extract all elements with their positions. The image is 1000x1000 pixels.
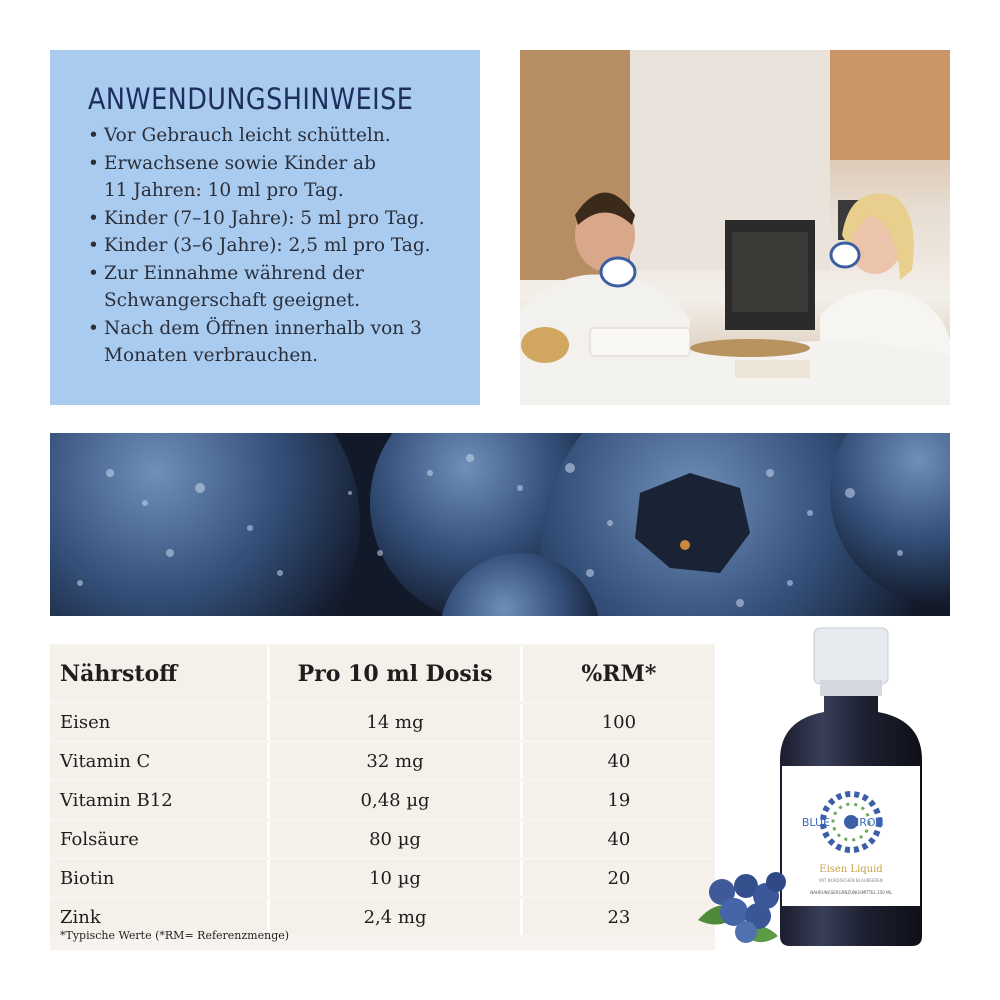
instruction-item: • Nach dem Öffnen innerhalb von 3 Monaten verbrauchen. <box>88 315 424 370</box>
couple-photo <box>520 50 950 405</box>
book <box>735 360 810 378</box>
cell-rm: 19 <box>523 782 715 818</box>
header-dosis: Pro 10 ml Dosis <box>270 647 522 701</box>
nutrition-table-container <box>50 644 715 950</box>
blueberries-decoration <box>698 872 786 943</box>
instruction-item: • Zur Einnahme während der Schwangerschaft geeignet. <box>88 260 404 315</box>
bottle-cap-ring <box>820 680 882 696</box>
header-naehrstoff: Nährstoff <box>50 647 270 701</box>
table-header-row <box>50 647 715 701</box>
cell-rm: 100 <box>523 704 715 740</box>
bottle-label <box>782 766 920 906</box>
cell-nutrient: Folsäure <box>50 821 270 857</box>
bottle-illustration <box>680 620 980 960</box>
mug-man <box>601 258 635 286</box>
berry <box>50 433 360 616</box>
mug-woman <box>831 243 859 267</box>
cell-nutrient: Eisen <box>50 704 270 740</box>
brand-blue: BLUE <box>801 816 830 829</box>
cell-rm: 23 <box>523 899 715 935</box>
couple-photo-illustration <box>520 50 950 405</box>
instruction-item: • Kinder (7–10 Jahre): 5 ml pro Tag. <box>88 205 450 233</box>
berry-center <box>680 540 690 550</box>
cell-rm: 20 <box>523 860 715 896</box>
cell-dose: 14 mg <box>270 704 522 740</box>
teapot <box>521 327 569 363</box>
cell-nutrient: Vitamin C <box>50 743 270 779</box>
instructions-list <box>88 122 450 370</box>
table-row <box>50 782 715 818</box>
instruction-item: • Kinder (3–6 Jahre): 2,5 ml pro Tag. <box>88 232 450 260</box>
product-info: NAHRUNGSERGÄNZUNGSMITTEL 250 ML <box>810 890 892 895</box>
blueberry-banner <box>50 433 950 616</box>
table-row <box>50 821 715 857</box>
cell-nutrient: Vitamin B12 <box>50 782 270 818</box>
oven-window <box>732 232 808 312</box>
cell-dose: 2,4 mg <box>270 899 522 935</box>
product-bottle <box>680 620 980 960</box>
baking-dish <box>590 328 690 356</box>
product-name: Eisen Liquid <box>819 864 883 875</box>
cell-nutrient: Zink <box>50 899 270 935</box>
table-footnote: *Typische Werte (*RM= Referenzmenge) <box>60 929 290 942</box>
cell-dose: 10 µg <box>270 860 522 896</box>
cell-dose: 32 mg <box>270 743 522 779</box>
placemat <box>690 339 810 357</box>
table-row <box>50 860 715 896</box>
nutrition-table <box>50 644 715 938</box>
blueberry-illustration <box>50 433 950 616</box>
cell-rm: 40 <box>523 821 715 857</box>
instruction-item: • Vor Gebrauch leicht schütteln. <box>88 122 450 150</box>
product-subtitle: MIT NORDISCHEN BLAUBEEREN <box>819 878 883 883</box>
cell-nutrient: Biotin <box>50 860 270 896</box>
cell-dose: 80 µg <box>270 821 522 857</box>
cell-dose: 0,48 µg <box>270 782 522 818</box>
table-row <box>50 704 715 740</box>
instruction-item: • Erwachsene sowie Kinder ab 11 Jahren: 10 ml pro Tag. <box>88 150 404 205</box>
bottle-cap <box>814 628 888 684</box>
table-row <box>50 743 715 779</box>
header-rm: %RM* <box>523 647 715 701</box>
cell-rm: 40 <box>523 743 715 779</box>
instructions-panel <box>50 50 480 405</box>
instructions-title: ANWENDUNGSHINWEISE <box>88 82 414 116</box>
wood-cabinet <box>830 50 950 160</box>
brand-iron: IRON <box>856 816 884 829</box>
